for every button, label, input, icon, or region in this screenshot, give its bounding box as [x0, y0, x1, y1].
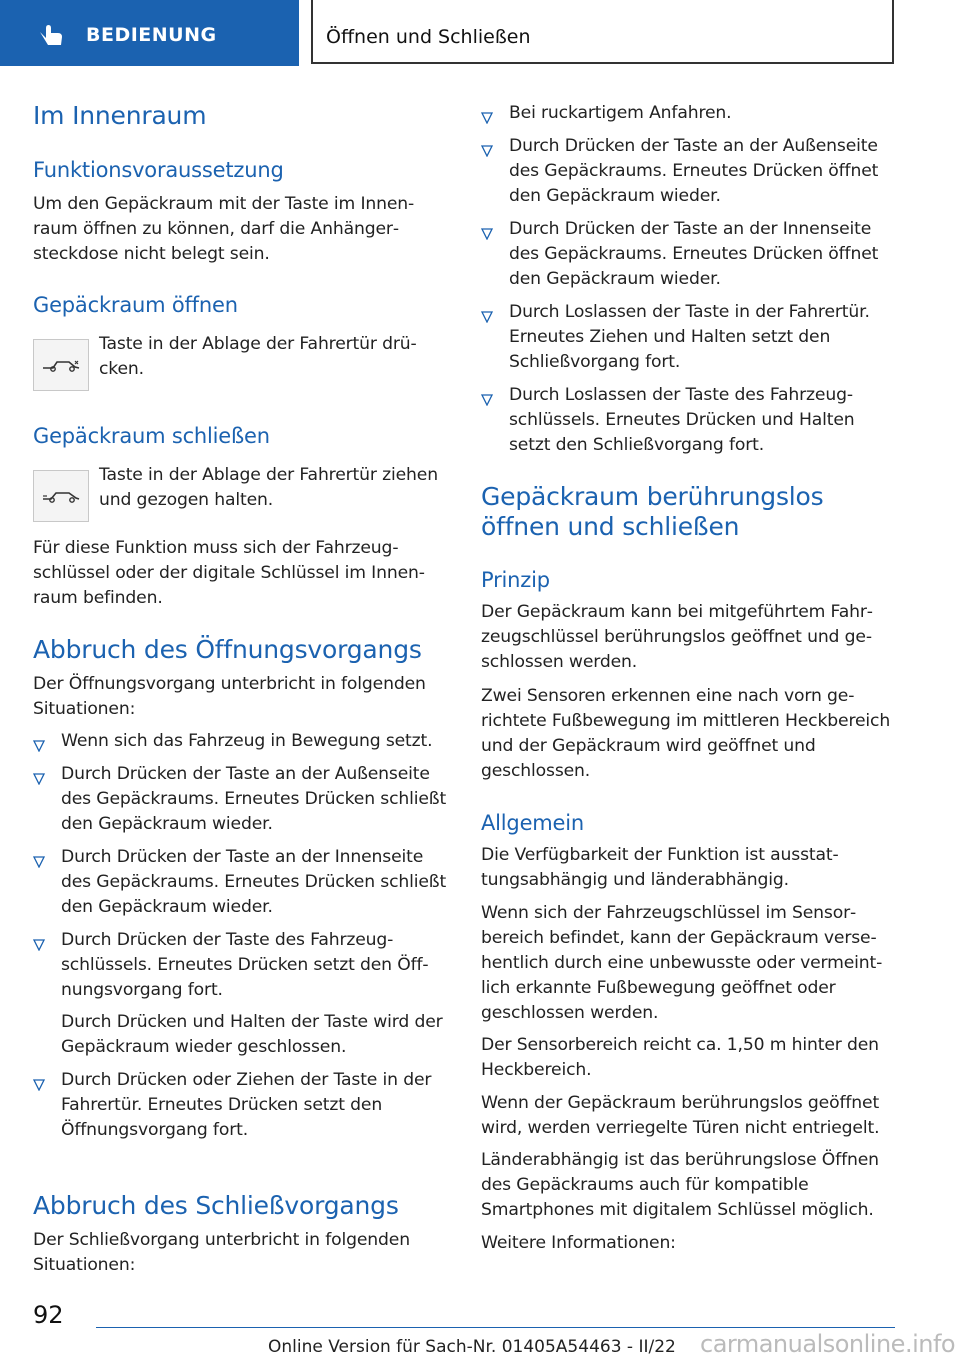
paragraph-funktionsvoraussetzung: Um den Gepäckraum mit der Taste im Innenraum öffnen zu können, darf die Anhängersteckdose nicht belegt sein.: [33, 194, 415, 264]
list-item: [33, 928, 448, 1060]
paragraph-schliessen: Taste in der Ablage der Fahrertür ziehen und gezogen halten.: [99, 465, 438, 510]
triangle-bullet-icon: [481, 225, 493, 244]
list-item-subtext: Durch Drücken und Halten der Taste wird der Gepäckraum wieder geschlossen.: [61, 1012, 443, 1057]
triangle-bullet-icon: [33, 1076, 45, 1095]
section-tab: [0, 0, 299, 66]
list-item: [481, 217, 899, 292]
list-item: [33, 729, 448, 754]
triangle-bullet-icon: [481, 308, 493, 327]
list-item-text: Durch Drücken der Taste an der Innenseite des Gepäckraums. Erneutes Drücken schließt den Gepäckraum wieder.: [61, 847, 447, 917]
list-abbruch-oeffnung: [33, 729, 448, 1143]
heading-abbruch-schliessvorgang: Abbruch des Schließvorgangs: [33, 1191, 399, 1220]
heading-allgemein: Allgemein: [481, 811, 585, 835]
triangle-bullet-icon: [33, 853, 45, 872]
list-item: [33, 1068, 448, 1143]
paragraph-abbruch-schliessung: Der Schließvorgang unterbricht in folgenden Situationen:: [33, 1230, 410, 1275]
heading-gepaeckraum-schliessen: Gepäckraum schließen: [33, 424, 270, 448]
list-item-text: Bei ruckartigem Anfahren.: [509, 103, 732, 123]
paragraph-allgemein-3: Der Sensorbereich reicht ca. 1,50 m hinter den Heckbereich.: [481, 1035, 879, 1080]
heading-beruehrungslos: Gepäckraum berührungslos öffnen und schließen: [481, 482, 824, 541]
triangle-bullet-icon: [481, 109, 493, 128]
paragraph-allgemein-4: Wenn der Gepäckraum berührungslos geöffnet wird, werden verriegelte Türen nicht entriegelt.: [481, 1093, 880, 1138]
paragraph-prinzip-2: Zwei Sensoren erkennen eine nach vorn gerichtete Fußbewegung im mittleren Heckbereich und der Gepäckraum wird geöffnet und geschlossen.: [481, 686, 891, 781]
list-item: [33, 762, 448, 837]
list-item: [481, 134, 899, 209]
paragraph-oeffnen: Taste in der Ablage der Fahrertür drücken.: [99, 334, 417, 379]
triangle-bullet-icon: [481, 142, 493, 161]
list-item-text: Durch Loslassen der Taste des Fahrzeugschlüssels. Erneutes Drücken und Halten setzt den Schließvorgang fort.: [509, 385, 855, 455]
chapter-title-box: [311, 0, 894, 64]
list-item-text: Durch Drücken der Taste an der Außenseite des Gepäckraums. Erneutes Drücken schließt den Gepäckraum wieder.: [61, 764, 447, 834]
hand-pointer-icon: [36, 20, 66, 52]
triangle-bullet-icon: [481, 391, 493, 410]
heading-gepaeckraum-oeffnen: Gepäckraum öffnen: [33, 293, 238, 317]
chapter-title: Öffnen und Schließen: [326, 26, 531, 48]
paragraph-prinzip-1: Der Gepäckraum kann bei mitgeführtem Fahrzeugschlüssel berührungslos geöffnet und geschlossen werden.: [481, 602, 873, 672]
list-item-text: Wenn sich das Fahrzeug in Bewegung setzt.: [61, 731, 433, 751]
triangle-bullet-icon: [33, 936, 45, 955]
paragraph-allgemein-2: Wenn sich der Fahrzeugschlüssel im Sensorbereich befindet, kann der Gepäckraum versehentlich durch eine unbewusste oder vermeintlich erkannte Fußbewegung geöffnet oder geschlossen werden.: [481, 903, 883, 1023]
paragraph-schluessel-innenraum: Für diese Funktion muss sich der Fahrzeugschlüssel oder der digitale Schlüssel im Innenraum befinden.: [33, 538, 425, 608]
list-item: [481, 300, 899, 375]
list-item-text: Durch Drücken der Taste an der Innenseite des Gepäckraums. Erneutes Drücken öffnet den Gepäckraum wieder.: [509, 219, 879, 289]
paragraph-allgemein-6: Weitere Informationen:: [481, 1233, 676, 1253]
list-item-text: Durch Drücken oder Ziehen der Taste in der Fahrertür. Erneutes Drücken setzt den Öffnungsvorgang fort.: [61, 1070, 432, 1140]
footer-divider: [96, 1327, 895, 1328]
online-version-note: Online Version für Sach-Nr. 01405A54463 - II/22: [268, 1337, 676, 1357]
tailgate-button-icon: [33, 339, 89, 391]
heading-funktionsvoraussetzung: Funktionsvoraussetzung: [33, 158, 284, 182]
list-item-text: Durch Loslassen der Taste in der Fahrertür. Erneutes Ziehen und Halten setzt den Schließvorgang fort.: [509, 302, 870, 372]
list-abbruch-schliessung: [481, 101, 899, 458]
list-item: [481, 101, 899, 126]
heading-abbruch-oeffnungsvorgang: Abbruch des Öffnungsvorgangs: [33, 635, 422, 664]
heading-im-innenraum: Im Innenraum: [33, 101, 207, 130]
list-item: [33, 845, 448, 920]
list-item-text: Durch Drücken der Taste an der Außenseite des Gepäckraums. Erneutes Drücken öffnet den Gepäckraum wieder.: [509, 136, 879, 206]
triangle-bullet-icon: [33, 737, 45, 756]
tailgate-close-button-icon: [33, 470, 89, 522]
paragraph-allgemein-1: Die Verfügbarkeit der Funktion ist ausstattungsabhängig und länderabhängig.: [481, 845, 839, 890]
list-item: [481, 383, 899, 458]
paragraph-allgemein-5: Länderabhängig ist das berührungslose Öffnen des Gepäckraums auch für kompatible Smartphones mit digitalem Schlüssel möglich.: [481, 1150, 879, 1220]
section-label: BEDIENUNG: [86, 24, 217, 46]
paragraph-abbruch-oeffnung: Der Öffnungsvorgang unterbricht in folgenden Situationen:: [33, 674, 426, 719]
triangle-bullet-icon: [33, 770, 45, 789]
watermark: carmanualsonline.info: [700, 1330, 956, 1358]
heading-prinzip: Prinzip: [481, 568, 550, 592]
list-item-text: Durch Drücken der Taste des Fahrzeugschlüssels. Erneutes Drücken setzt den Öffnungsvorgang fort.: [61, 930, 429, 1000]
page-number: 92: [33, 1301, 64, 1329]
